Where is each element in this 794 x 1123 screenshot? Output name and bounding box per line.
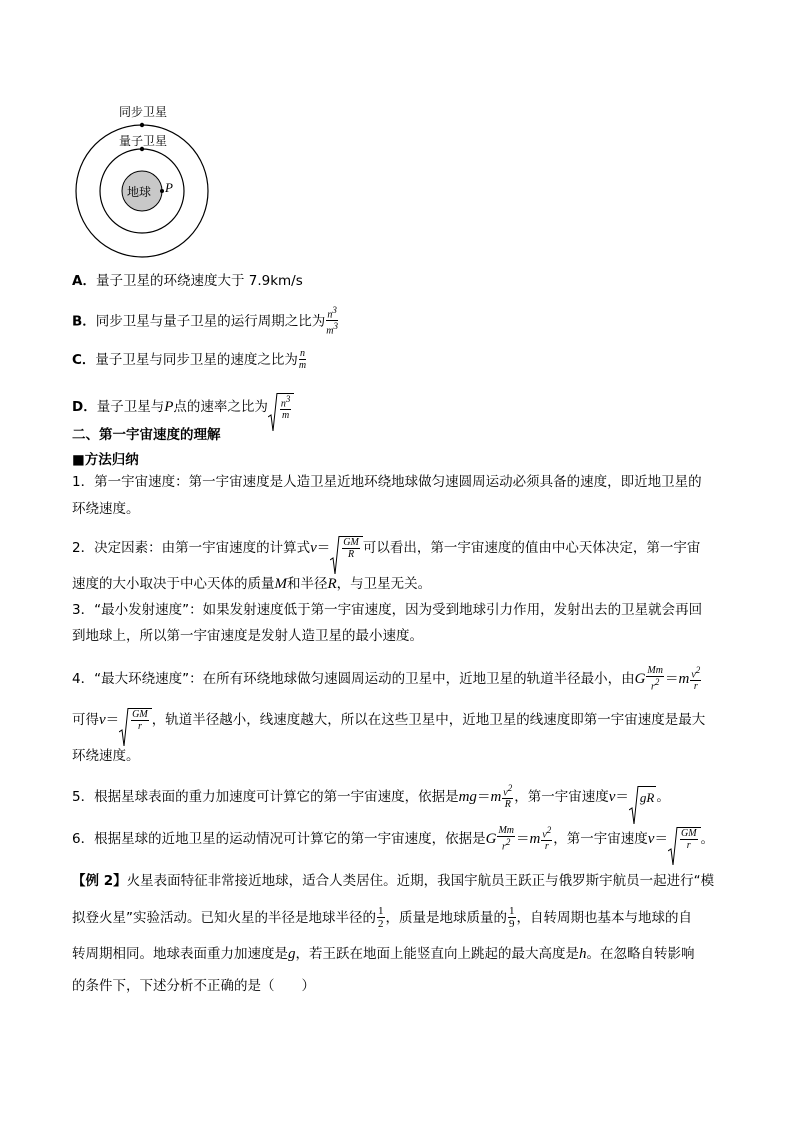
item-5-line: 5．根据星球表面的重力加速度可计算它的第一宇宙速度，依据是mg＝m $\frac{v2}{R}$ ，第一宇宙速度v＝ gR 。 <box>72 784 670 810</box>
option-b <box>72 306 339 337</box>
item-2-sqrt: $\frac{GM}{R}$ <box>330 536 363 560</box>
option-c-fraction: $\frac{n}{m}$ <box>298 348 307 371</box>
item-3-line-1: 3．“最小发射速度”：如果发射速度低于第一宇宙速度，因为受到地球引力作用，发射出去的卫星就会再回 <box>72 602 703 618</box>
option-a <box>72 271 303 291</box>
example-line-3: 转周期相同。地球表面重力加速度是g，若王跃在地面上能竖直向上跳起的最大高度是h。在忽略自转影响 <box>72 946 695 962</box>
option-b-text: 同步卫星与量子卫星的运行周期之比为 <box>95 313 326 330</box>
item-4-line-2: 可得v＝ $\frac{GM}{r}$ ，轨道半径越小，线速度越大，所以在这些卫星中，近地卫星的线速度即第一宇宙速度是最大 <box>72 708 705 732</box>
item-2-line-2: 速度的大小取决于中心天体的质量M和半径R，与卫星无关。 <box>72 576 432 592</box>
point-p-label: P <box>165 180 173 195</box>
sync-satellite-label: 同步卫星 <box>119 105 168 119</box>
item-4-line-1: 4．“最大环绕速度”：在所有环绕地球做匀速圆周运动的卫星中，近地卫星的轨道半径最小，由G $\frac{Mm}{r2}$ ＝m $\frac{v2}{r}$ <box>72 665 701 693</box>
option-c-text: 量子卫星与同步卫星的速度之比为 <box>95 352 298 368</box>
item-4-sqrt: $\frac{GM}{r}$ <box>119 708 152 732</box>
sync-satellite-dot <box>140 123 144 127</box>
option-c <box>72 349 307 371</box>
item-4-line-3: 环绕速度。 <box>72 748 140 764</box>
option-a-prefix: A． <box>72 273 96 289</box>
option-c-prefix: C． <box>72 352 96 368</box>
example-line-2: 拟登火星”实验活动。已知火星的半径是地球半径的 $\frac{1}{2}$ ，质量是地球质量的 $\frac{1}{9}$ ，自转周期也基本与地球的自 <box>72 905 692 930</box>
quantum-satellite-label: 量子卫星 <box>119 134 168 148</box>
example-tag: 【例 2】 <box>72 873 127 889</box>
item-2-line-1: 2．决定因素：由第一宇宙速度的计算式v＝ $\frac{GM}{R}$ 可以看出，第一宇宙速度的值由中心天体决定，第一宇宙 <box>72 536 700 560</box>
option-b-fraction: $\frac{n3}{m3}$ <box>326 305 339 337</box>
option-b-prefix: B． <box>72 313 96 330</box>
point-p-dot <box>160 189 164 193</box>
option-d-sqrt: $\frac{n3}{m}$ <box>268 393 295 421</box>
item-3-line-2: 到地球上，所以第一宇宙速度是发射人造卫星的最小速度。 <box>72 628 423 644</box>
section-heading: 二、第一宇宙速度的理解 <box>72 427 221 443</box>
item-1-line-2: 环绕速度。 <box>72 501 140 517</box>
option-a-text: 量子卫星的环绕速度大于 7.9km/s <box>95 273 303 289</box>
item-6-sqrt: $\frac{GM}{r}$ <box>668 827 701 851</box>
option-d-prefix: D． <box>72 399 97 416</box>
item-1-line-1: 1．第一宇宙速度：第一宇宙速度是人造卫星近地环绕地球做匀速圆周运动必须具备的速度，即近地卫星的 <box>72 474 702 490</box>
earth-label: 地球 <box>127 185 152 199</box>
method-label: ■方法归纳 <box>72 452 139 468</box>
option-d: D．量子卫星与P点的速率之比为 $\frac{n3}{m}$ <box>72 393 294 421</box>
example-line-1: 【例 2】火星表面特征非常接近地球，适合人类居住。近期，我国宇航员王跃正与俄罗斯宇航员一起进行“模 <box>72 873 715 889</box>
item-6-line: 6．根据星球的近地卫星的运动情况可计算它的第一宇宙速度，依据是G $\frac{Mm}{r2}$ ＝m $\frac{v2}{r}$ ，第一宇宙速度v＝ $\frac{GM}{r}$ 。 <box>72 826 714 852</box>
example-line-4: 的条件下，下述分析不正确的是（ ） <box>72 978 315 994</box>
item-5-sqrt: gR <box>629 786 656 808</box>
